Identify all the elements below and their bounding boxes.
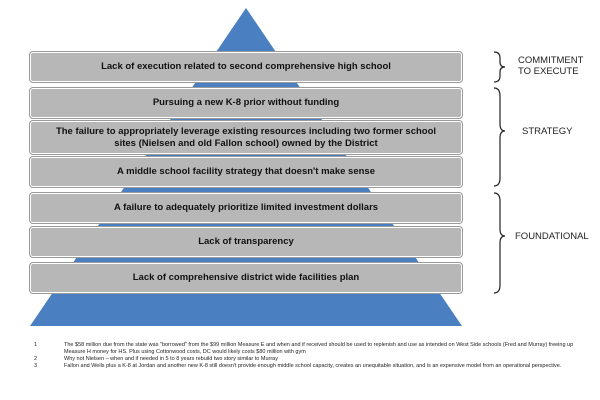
footnote — [0, 363, 600, 370]
label-commitment-to-execute: COMMITMENT TO EXECUTE — [518, 55, 584, 77]
footnote-text: Why not Nielsen – when and if needed in 5 to 8 years rebuild two story similar to Murray — [64, 356, 278, 362]
brace-foundational — [494, 193, 505, 293]
brace-strategy — [494, 88, 505, 186]
footnote-text: Fallon and Wells plus a K-8 at Jordan and another new K-8 still doesn't provide enough middle school capacity, creates an unequitable situation, and is an expensive model from an operational perspective. — [64, 363, 562, 369]
footnote-number: 1 — [34, 342, 38, 348]
label-foundational: FOUNDATIONAL — [515, 231, 589, 242]
bar-facilities-plan: Lack of comprehensive district wide facilities plan — [30, 263, 462, 293]
bar-high-school-execution: Lack of execution related to second comprehensive high school — [30, 52, 462, 82]
bar-lack-of-transparency: Lack of transparency — [30, 227, 462, 257]
bar-prioritize-investment: A failure to adequately prioritize limited investment dollars — [30, 193, 462, 223]
brace-commitment — [494, 52, 505, 82]
bar-middle-school-strategy: A middle school facility strategy that doesn't make sense — [30, 157, 462, 187]
footnote — [0, 356, 600, 363]
bar-leverage-resources: The failure to appropriately leverage existing resources including two former school sites (Nielsen and old Fallon school) owned by the District — [30, 121, 462, 154]
footnotes — [0, 342, 600, 370]
bar-k8-without-funding: Pursuing a new K-8 prior without funding — [30, 88, 462, 118]
footnote-number: 2 — [34, 356, 38, 362]
footnote-number: 3 — [34, 363, 38, 369]
footnote-text: The $58 million due from the state was "borrowed" from the $99 million Measure E and when and if received should be used to replenish and use as intended on West Side schools (Fred and Murray) freeing up Measure H money for HS. Plus using Cottonwood costs, DC would likely costs $80 million with gym — [64, 342, 574, 355]
label-strategy: STRATEGY — [522, 126, 573, 137]
footnote — [0, 342, 600, 356]
